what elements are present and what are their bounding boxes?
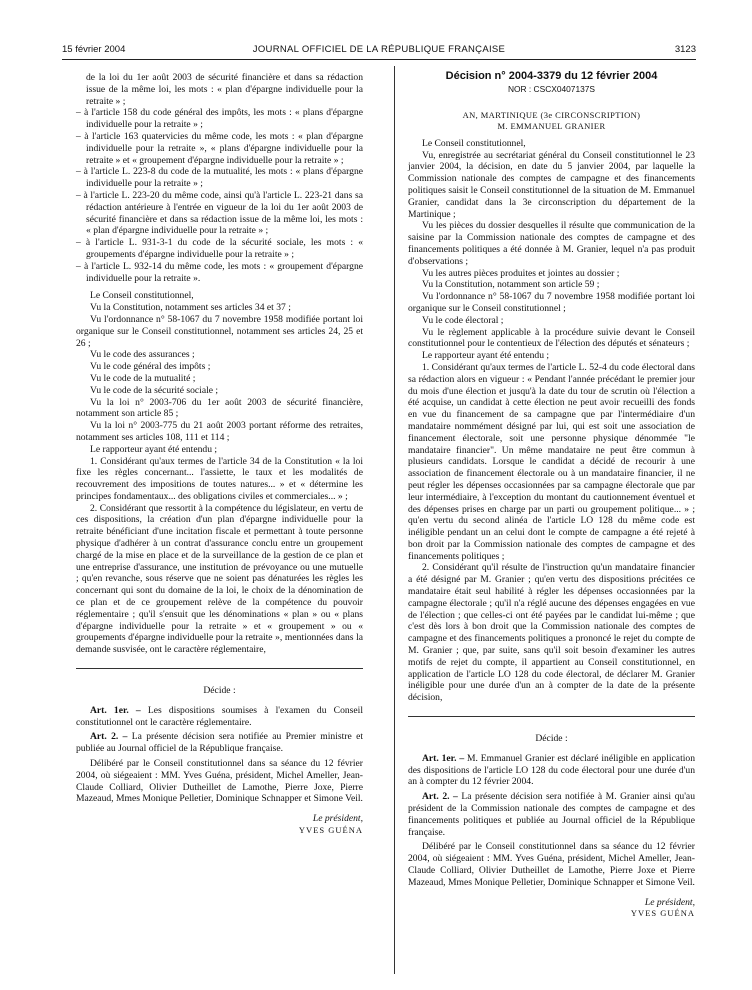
decide-heading: Décide :: [203, 685, 236, 697]
article-1: [408, 753, 695, 788]
visa-line: Vu le code des assurances ;: [90, 349, 195, 361]
article-label: Art. 1er. –: [422, 752, 465, 764]
visa-line: Vu le code général des impôts ;: [90, 361, 211, 373]
article-label: Art. 2. –: [90, 731, 128, 743]
article-text: M. Emmanuel Granier est déclaré inéligible en application des dispositions de l'article LO 128 du code électoral pour une durée d'un an à compter du 12 février 2004.: [408, 752, 695, 788]
visa-line: Vu le code de la mutualité ;: [90, 372, 196, 384]
visa-line: Le rapporteur ayant été entendu ;: [422, 350, 550, 362]
list-item: – à l'article L. 932-14 du même code, les mots : « groupement d'épargne individuelle pour la retraite ».: [76, 260, 363, 284]
visa-line: Vu le code de la sécurité sociale ;: [90, 384, 219, 396]
running-header: [62, 44, 696, 58]
header-page-number: 3123: [674, 44, 696, 55]
article-2: [76, 731, 363, 755]
header-journal-title: JOURNAL OFFICIEL DE LA RÉPUBLIQUE FRANÇAISE: [252, 44, 506, 55]
article-text: La présente décision sera notifiée au Premier ministre et publiée au Journal officiel de la République française.: [76, 731, 363, 755]
visa-line: Le Conseil constitutionnel,: [90, 290, 194, 302]
signature-name: YVES GUÉNA: [630, 908, 695, 919]
list-item: – à l'article L. 223-8 du code de la mutualité, les mots : « plans d'épargne individuelle pour la retraite » ;: [76, 166, 363, 190]
signature-title: Le président,: [644, 896, 695, 908]
considerant-paragraph: 1. Considérant qu'aux termes de l'article 34 de la Constitution « la loi fixe les règles concernant... l'assiette, le taux et les modalités de recouvrement des impositions de toutes natures... » et « détermine les principes fondamentaux... des obligations civiles et commerciales... » ;: [76, 455, 363, 502]
right-column: [408, 72, 695, 920]
delibere-paragraph: Délibéré par le Conseil constitutionnel dans sa séance du 12 février 2004, où siégeaient : MM. Yves Guéna, président, Michel Ameller, Jean-Claude Colliard, Olivier Dutheillet de Lamothe, Pierre Joxe et Pierre Mazeaud, Mmes Monique Pelletier, Dominique Schnapper et Simone Veil.: [408, 841, 695, 888]
section-rule: [76, 668, 363, 669]
decision-subtitle: M. EMMANUEL GRANIER: [497, 120, 606, 131]
decision-subtitle: AN, MARTINIQUE (3e CIRCONSCRIPTION): [462, 109, 641, 120]
left-column: [76, 72, 363, 837]
delibere-paragraph: Délibéré par le Conseil constitutionnel dans sa séance du 12 février 2004, où siégeaient : MM. Yves Guéna, président, Michel Ameller, Jean-Claude Colliard, Olivier Dutheillet de Lamothe, Pierre Joxe, Pierre Mazeaud, Mmes Monique Pelletier, Dominique Schnapper et Simone Veil.: [76, 758, 363, 805]
signature-title: Le président,: [312, 813, 363, 825]
visa-line: Vu l'ordonnance n° 58-1067 du 7 novembre 1958 modifiée portant loi organique sur le Conseil constitutionnel ;: [408, 291, 695, 314]
signature-name: YVES GUÉNA: [298, 825, 363, 836]
column-divider: [394, 66, 395, 974]
list-item: – à l'article L. 223-20 du même code, ainsi qu'à l'article L. 223-21 dans sa rédaction antérieure à l'entrée en vigueur de la loi du 1er août 2003 de sécurité financière et dans sa rédaction issue de la même loi, les mots : « plan d'épargne individuelle pour la retraite » ;: [76, 189, 363, 237]
header-rule: [62, 59, 696, 60]
visa-line: Vu les pièces du dossier desquelles il résulte que communication de la saisine par la Commission nationale des comptes de campagne et des financements politiques a été donnée à M. Granier, lequel n'a pas produit d'observations ;: [408, 220, 695, 267]
visa-line: Vu le règlement applicable à la procédure suivie devant le Conseil constitutionnel pour le contentieux de l'élection des députés et sénateurs ;: [408, 326, 695, 350]
list-item: – à l'article L. 931-3-1 du code de la sécurité sociale, les mots : « groupements d'épargne individuelle pour la retraite » ;: [76, 237, 363, 260]
decide-heading: Décide :: [535, 733, 568, 745]
visa-line: Vu la loi n° 2003-706 du 1er août 2003 de sécurité financière, notamment son article 85 ;: [76, 396, 363, 420]
considerant-paragraph: 2. Considérant qu'il résulte de l'instruction qu'un mandataire financier a été désigné par M. Granier ; qu'en vertu des dispositions précitées ce mandataire était seul habilité à régler les dépenses occasionnées par la campagne électorale ; qu'il n'a réglé aucune des dépenses engagées en vue de l'élection ; que celles-ci ont été payées par le candidat lui-même ; que c'est dès lors à bon droit que la Commission nationale des comptes de campagne et des financements politiques a prononcé le rejet du compte de M. Granier ; que, par suite, sans qu'il soit besoin d'examiner les autres motifs de rejet du compte, il appartient au Conseil constitutionnel, en application de l'article LO 128 du code électoral, de déclarer M. Granier inéligible pour une durée d'un an à compter de la date de la présente décision,: [408, 562, 695, 704]
visa-line: Vu la loi n° 2003-775 du 21 août 2003 portant réforme des retraites, notamment ses articles 108, 111 et 114 ;: [76, 420, 363, 443]
visa-line: Vu l'ordonnance n° 58-1067 du 7 novembre 1958 modifiée portant loi organique sur le Conseil constitutionnel, notamment ses articles 24, 25 et 26 ;: [76, 313, 363, 349]
article-2: [408, 791, 695, 838]
list-item: – à l'article 158 du code général des impôts, les mots : « plans d'épargne individuelle pour la retraite » ;: [76, 107, 363, 131]
list-item: de la loi du 1er août 2003 de sécurité financière et dans sa rédaction issue de la même loi, les mots : « plan d'épargne individuelle pour la retraite » ;: [86, 72, 363, 107]
visa-line: Vu la Constitution, notamment ses articles 34 et 37 ;: [90, 302, 291, 314]
visa-line: Vu le code électoral ;: [422, 314, 504, 326]
article-text: La présente décision sera notifiée à M. Granier ainsi qu'au président de la Commission nationale des comptes de campagne et des financements politiques et publiée au Journal officiel de la République française.: [408, 791, 695, 838]
visa-line: Le Conseil constitutionnel,: [422, 137, 526, 149]
considerant-paragraph: 2. Considérant que ressortit à la compétence du législateur, en vertu de ces dispositions, la création d'un plan d'épargne individuelle pour la retraite bénéficiant d'une incitation fiscale et permettant à toute personne physique d'adhérer à un contrat d'assurance conclu entre un groupement chargé de la mise en place et de la surveillance de la gestion de ce plan et une entreprise d'assurance, une institution de prévoyance ou une mutuelle ; qu'en revanche, sous réserve que ne soient pas dénaturées les règles les concernant qui sont du domaine de la loi, le choix de la dénomination de ce plan et de ce groupement relève de la compétence du pouvoir réglementaire ; qu'il s'ensuit que les dénominations « plan » ou « plans d'épargne individuelle pour la retraite » et « groupement » ou « groupements d'épargne individuelle pour la retraite », mentionnées dans la demande susvisée, ont le caractère réglementaire,: [76, 502, 363, 656]
article-1: [76, 705, 363, 729]
header-date: 15 février 2004: [62, 44, 126, 55]
article-label: Art. 1er. –: [90, 704, 141, 716]
visa-line: Le rapporteur ayant été entendu ;: [90, 443, 218, 455]
visa-line: Vu la Constitution, notamment son article 59 ;: [422, 279, 600, 291]
article-label: Art. 2. –: [422, 791, 458, 803]
list-item: – à l'article 163 quatervicies du même code, les mots : « plan d'épargne individuelle pour la retraite », « plans d'épargne individuelle pour la retraite » et « groupement d'épargne individuelle pour la retraite » ;: [76, 130, 363, 166]
visa-line: Vu, enregistrée au secrétariat général du Conseil constitutionnel le 23 janvier 2004, la décision, en date du 5 janvier 2004, par laquelle la Commission nationale des comptes de campagne et des financements politiques saisit le Conseil constitutionnel de la situation de M. Emmanuel Granier, candidat dans la 3e circonscription du département de la Martinique ;: [408, 149, 695, 220]
nor-reference: NOR : CSCX0407137S: [507, 84, 596, 94]
visa-line: Vu les autres pièces produites et jointes au dossier ;: [422, 267, 620, 279]
section-rule: [408, 716, 695, 717]
article-text: Les dispositions soumises à l'examen du Conseil constitutionnel ont le caractère réglementaire.: [76, 704, 363, 728]
considerant-paragraph: 1. Considérant qu'aux termes de l'article L. 52-4 du code électoral dans sa rédaction alors en vigueur : « Pendant l'année précédant le premier jour du mois d'une élection et jusqu'à la date du tour de scrutin où l'élection a été acquise, un candidat à cette élection ne peut avoir recueilli des fonds en vue du financement de sa campagne que par l'intermédiaire d'un mandataire nommément désigné par lui, qui est soit une association de financement électorale, soit une personne physique dénommée "le mandataire financier". Un même mandataire ne peut être commun à plusieurs candidats. Lorsque le candidat a décidé de recourir à une association de financement électorale ou à un mandataire financier, il ne peut régler les dépenses occasionnées par sa campagne électorale que par leur intermédiaire, à l'exception du montant du cautionnement éventuel et des dépenses prises en charge par un parti ou groupement politique... » ; qu'en vertu du second alinéa de l'article LO 128 du même code est inéligible pendant un an celui dont le compte de campagne a été rejeté à bon droit par la Commission nationale des comptes de campagne et des financements politiques ;: [408, 361, 695, 562]
decision-title: Décision n° 2004-3379 du 12 février 2004: [445, 70, 658, 82]
